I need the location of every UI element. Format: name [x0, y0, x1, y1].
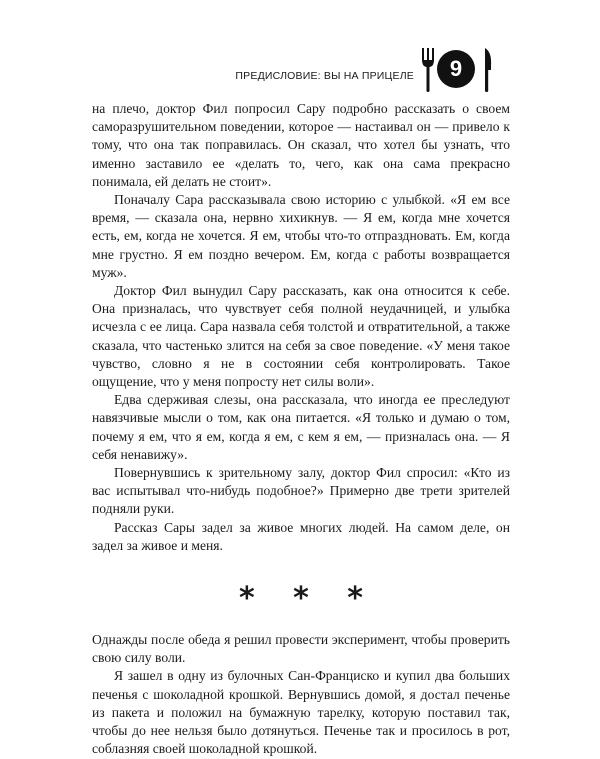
section-separator: * * *: [239, 581, 377, 617]
knife-icon: [480, 48, 494, 92]
running-header: [0, 44, 600, 94]
paragraph-2: Поначалу Сара рассказывала свою историю с улыбкой. «Я ем все время, — сказала она, нервно хихикнув. — Я ем, когда мне хочется есть, ем, когда не хочется. Я ем, чтобы что-то отпраздновать. Ем, когда мне грустно. Я ем поздно вечером. Ем, когда с работы возвращается муж».: [92, 192, 510, 280]
paragraph-6: Рассказ Сары задел за живое многих людей. На самом деле, он задел за живое и меня.: [92, 519, 510, 553]
page-number-badge: 9: [437, 50, 475, 88]
paragraph-8: Я зашел в одну из булочных Сан-Франциско и купил два больших печенья с шоколадной крошкой. Вернувшись домой, я достал печенье из пакета и положил на бумажную тарелку, которую поставил так, чтобы до нее нельзя было дотянуться. Печенье так и просилось в рот, соблазняя своей шоколадной крошкой.: [92, 668, 510, 757]
paragraph-1: на плечо, доктор Фил попросил Сару подробно рассказать о своем саморазрушительном поведении, которое — настаивал он — привело к тому, что она так поправилась. Он сказал, что хотел бы узнать, что именно заставило ее «делать то, чего, как она сама прекрасно понимала, ей делать не стоит».: [92, 101, 510, 189]
running-title: ПРЕДИСЛОВИЕ: ВЫ НА ПРИЦЕЛЕ: [235, 70, 414, 82]
paragraph-5: Повернувшись к зрительному залу, доктор Фил спросил: «Кто из вас испытывал что-нибудь подобное?» Примерно две трети зрителей подняли руки.: [92, 465, 510, 517]
main-text: [92, 100, 510, 759]
paragraph-3: Доктор Фил вынудил Сару рассказать, как она относится к себе. Она призналась, что чувствует себя полной неудачницей, и улыбка исчезла с ее лица. Сара назвала себя толстой и отвратительной, а также сказала, что частенько злится на себя за свое поведение. «У меня такое чувство, словно я не в состоянии себя контролировать. Такое ощущение, что у меня попросту нет силы воли».: [92, 283, 510, 390]
paragraph-7: Однажды после обеда я решил провести эксперимент, чтобы проверить свою силу воли.: [92, 632, 510, 666]
fork-icon: [421, 48, 435, 92]
section-two: [92, 631, 510, 758]
paragraph-4: Едва сдерживая слезы, она рассказала, что иногда ее преследуют навязчивые мысли о том, как она питается. «Я только и думаю о том, почему я ем, что я ем, когда я ем, с кем я ем, — призналась она. — Я себя ненавижу».: [92, 392, 510, 462]
